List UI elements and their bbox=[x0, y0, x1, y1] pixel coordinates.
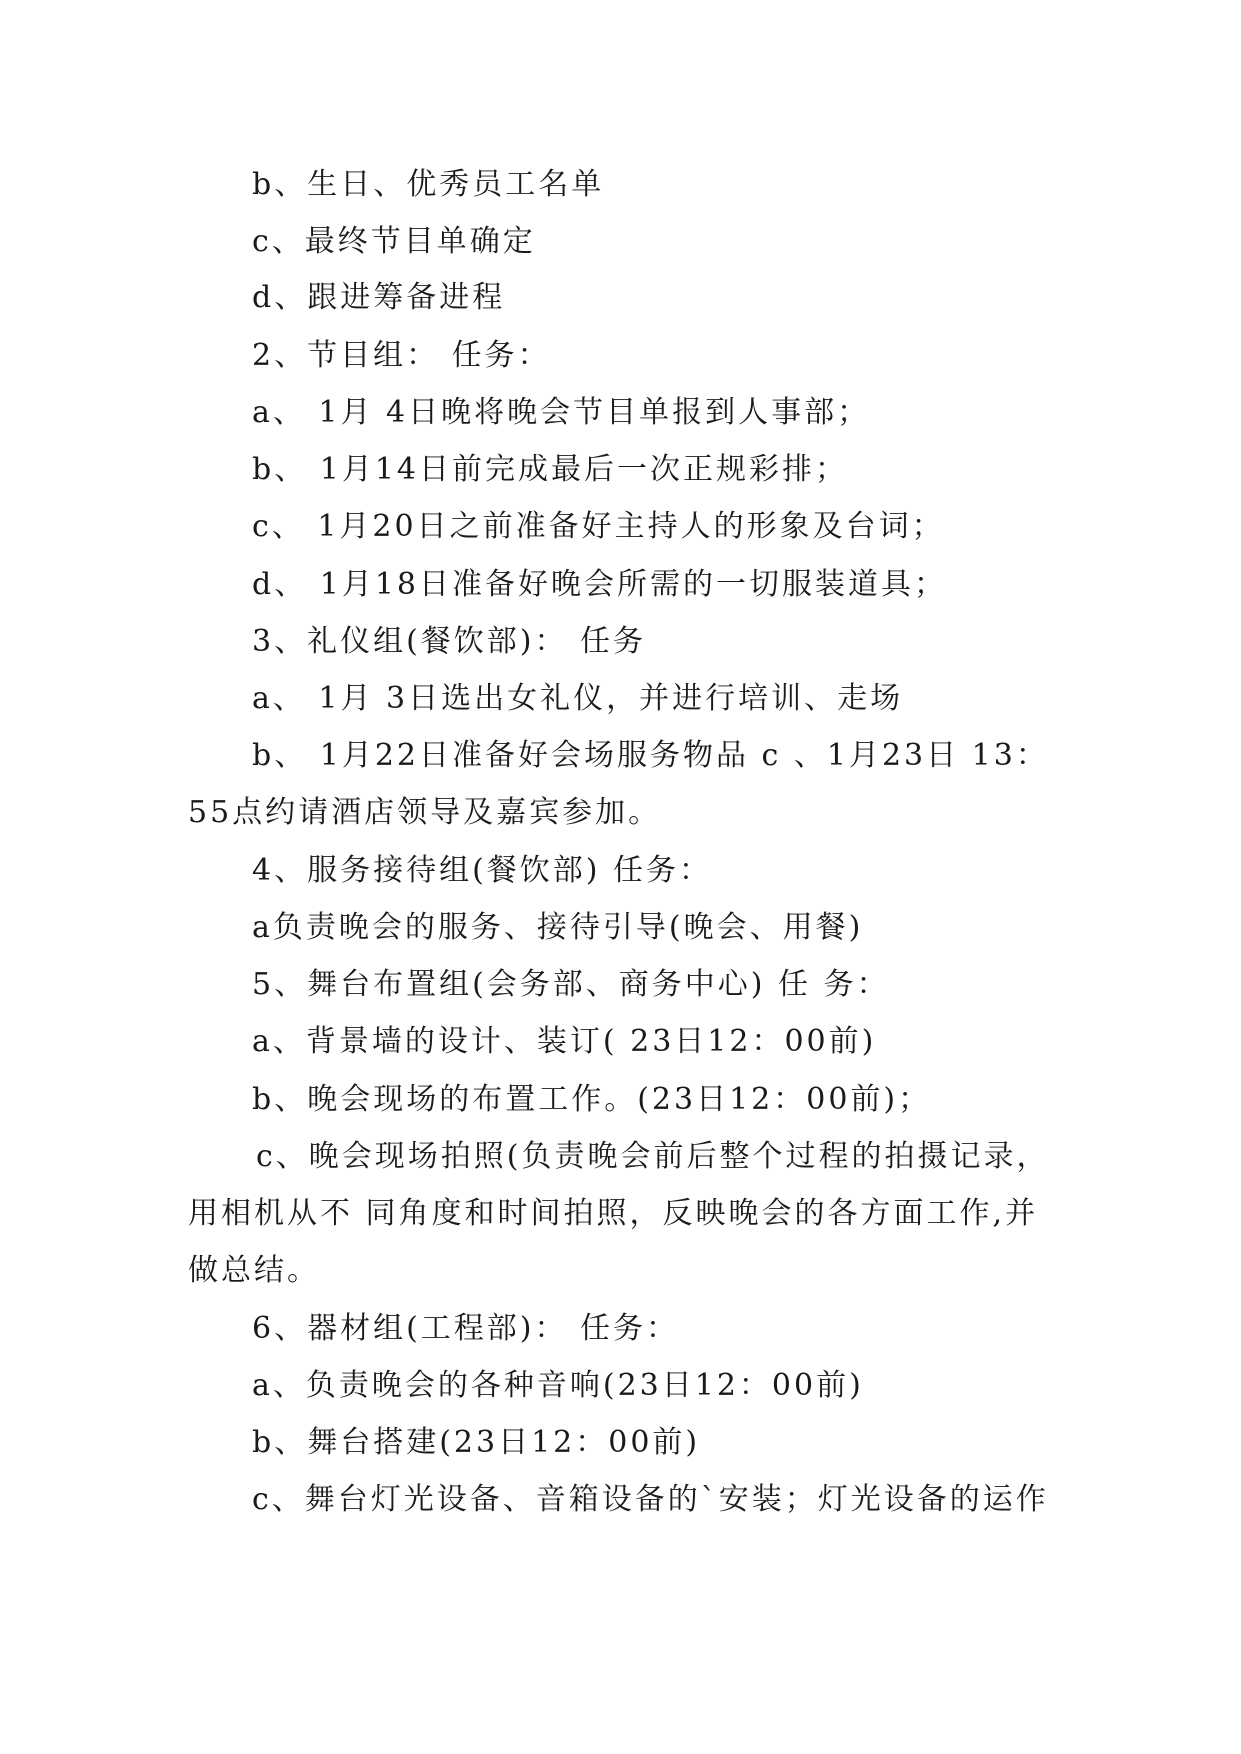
text-line: 6、器材组(工程部)： 任务： bbox=[252, 1311, 680, 1346]
text-line: c、晚会现场拍照(负责晚会前后整个过程的拍摄记录， bbox=[256, 1139, 1050, 1174]
text-line: 2、节目组： 任务： bbox=[252, 338, 551, 373]
text-line: d、 1月18日准备好晚会所需的一切服装道具； bbox=[252, 567, 948, 602]
text-line: a、 1月 3日选出女礼仪，并进行培训、走场 bbox=[252, 681, 904, 716]
text-line: c、最终节目单确定 bbox=[252, 224, 536, 259]
text-line: 用相机从不 同角度和时间拍照，反映晚会的各方面工作,并 bbox=[188, 1196, 1039, 1231]
text-line: a负责晚会的服务、接待引导(晚会、用餐) bbox=[252, 910, 864, 945]
text-line: c、 1月20日之前准备好主持人的形象及台词； bbox=[252, 509, 945, 544]
text-line: 5、舞台布置组(会务部、商务中心) 任 务： bbox=[252, 967, 890, 1002]
text-line: b、舞台搭建(23日12：00前) bbox=[252, 1425, 701, 1460]
text-line: 3、礼仪组(餐饮部)： 任务 bbox=[252, 624, 647, 659]
text-line: a、背景墙的设计、装订( 23日12：00前) bbox=[252, 1024, 877, 1059]
text-line: a、 1月 4日晚将晚会节目单报到人事部； bbox=[252, 395, 871, 430]
text-line: b、 1月14日前完成最后一次正规彩排； bbox=[252, 452, 849, 487]
text-line: b、晚会现场的布置工作。(23日12：00前)； bbox=[252, 1082, 932, 1117]
text-line: 55点约请酒店领导及嘉宾参加。 bbox=[188, 795, 662, 830]
text-line: b、生日、优秀员工名单 bbox=[252, 167, 605, 202]
text-line: b、 1月22日准备好会场服务物品 c 、1月23日 13： bbox=[252, 738, 1049, 773]
text-line: 4、服务接待组(餐饮部) 任务： bbox=[252, 853, 713, 888]
text-line: a、负责晚会的各种音响(23日12：00前) bbox=[252, 1368, 864, 1403]
text-line: 做总结。 bbox=[188, 1253, 320, 1288]
text-line: c、舞台灯光设备、音箱设备的`安装；灯光设备的运作 bbox=[252, 1482, 1049, 1517]
text-line: d、跟进筹备进程 bbox=[252, 280, 506, 315]
